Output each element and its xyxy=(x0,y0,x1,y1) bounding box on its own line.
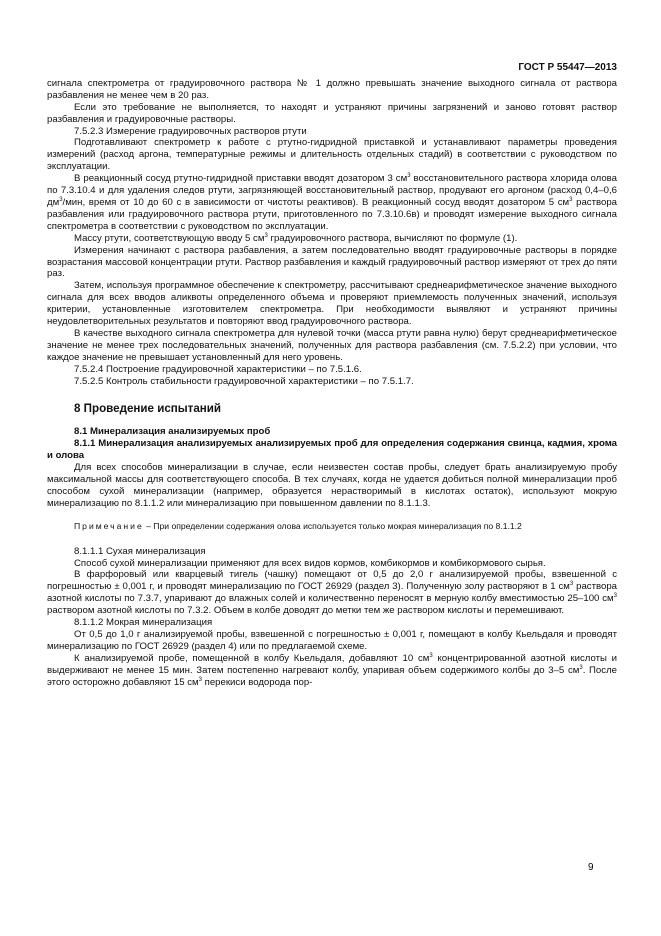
paragraph: Если это требование не выполняется, то находят и устраняют причины загрязнений и заново готовят раствор разбавления и градуировочные растворы. xyxy=(47,101,617,125)
subsection-heading: 8.1 Минерализация анализируемых проб xyxy=(74,426,271,438)
subsection-title: 8.1.1.2 Мокрая минерализация xyxy=(74,617,213,629)
page-number: 9 xyxy=(588,862,594,873)
paragraph: Измерения начинают с раствора разбавления, а затем последовательно вводят градуировочные растворы в порядке возрастания массовой концентрации ртути. Раствор разбавления и каждый градуировочный раствор измеряют от трех до пяти раз. xyxy=(47,244,617,280)
document-page xyxy=(47,0,617,689)
subsection-heading: 8.1.1 Минерализация анализируемых анализируемых проб для определения содержания свинца, кадмия, хрома и олова xyxy=(47,438,617,462)
paragraph: Массу ртути, соответствующую вводу 5 $см^3$ градуировочного раствора, вычисляют по формуле (1). xyxy=(74,232,518,244)
paragraph: Затем, используя программное обеспечение к спектрометру, рассчитывают среднеарифметическое значение выходного сигнала для всех вводов аликвоты определенного объема и проверяют приемлемость полученных значений, используя критерии, установленные изготовителем спектрометра. При необходимости выявляют и устраняют причины неудовлетворительных результатов и повторяют ввод градуировочного раствора. xyxy=(47,280,617,328)
paragraph: В реакционный сосуд ртутно-гидридной приставки вводят дозатором 3 $см^3$ восстановительного раствора хлорида олова по 7.3.10.4 и для удаления следов ртути, загрязняющей восстановительный раствор, продувают его аргоном (расход 0,4–0,6 $дм^3$/мин, время от 10 до 60 с в зависимости от чистоты реактивов). В реакционный сосуд вводят дозатором 5 $см^3$ раствора разбавления или градуировочного раствора ртути, приготовленного по 7.3.10.6в) и проводят измерение выходного сигнала спектрометра в соответствии с руководством по эксплуатации. xyxy=(47,173,617,232)
paragraph: сигнала спектрометра от градуировочного раствора № 1 должно превышать значение выходного сигнала от раствора разбавления не менее чем в 20 раз. xyxy=(47,77,617,101)
paragraph: В качестве выходного сигнала спектрометра для нулевой точки (масса ртути равна нулю) берут среднеарифметическое значение не менее трех последовательных значений, полученных для раствора разбавления (см. 7.5.2.2) при условии, что каждое значение не превышает установленный для него уровень. xyxy=(47,327,617,363)
note: Примечание – При определении содержания олова используется только мокрая минерализация по 8.1.1.2 xyxy=(74,520,522,531)
subsection-title: 7.5.2.3 Измерение градуировочных растворов ртути xyxy=(74,125,307,137)
paragraph: В фарфоровый или кварцевый тигель (чашку) помещают от 0,5 до 2,0 г анализируемой пробы, взвешенной с погрешностью ± 0,001 г, и проводят минерализацию по ГОСТ 26929 (раздел 3). Полученную золу растворяют в 1 $см^3$ раствора азотной кислоты по 7.3.7, упаривают до влажных солей и количественно переносят в мерную колбу вместимостью 25–100 $см^3$ раствором азотной кислоты по 7.3.2. Объем в колбе доводят до метки тем же раствором кислоты и перемешивают. xyxy=(47,569,617,617)
paragraph: Способ сухой минерализации применяют для всех видов кормов, комбикормов и комбикормового сырья. xyxy=(74,557,546,569)
subsection-title: 7.5.2.4 Построение градуировочной характеристики – по 7.5.1.6. xyxy=(74,363,362,375)
paragraph: Подготавливают спектрометр к работе с ртутно-гидридной приставкой и устанавливают параметры проведения измерений (расход аргона, температурные режимы и длительность отдельных стадий) в соответствии с руководством по эксплуатации. xyxy=(47,137,617,173)
subsection-title: 7.5.2.5 Контроль стабильности градуировочной характеристики – по 7.5.1.7. xyxy=(74,375,414,387)
subsection-title: 8.1.1.1 Сухая минерализация xyxy=(74,545,206,557)
standard-header: ГОСТ Р 55447—2013 xyxy=(518,62,617,73)
paragraph: Для всех способов минерализации в случае, если неизвестен состав пробы, следует брать анализируемую пробу максимальной массы для соответствующего способа. В тех случаях, когда не удается добиться полной минерализации проб способом сухой минерализации (например, образуется нерастворимый в кислотах остаток), используют мокрую минерализацию по 8.1.1.2 или минерализацию при повышенном давлении по 8.1.1.3. xyxy=(47,462,617,509)
section-heading: 8 Проведение испытаний xyxy=(74,402,222,416)
paragraph: От 0,5 до 1,0 г анализируемой пробы, взвешенной с погрешностью ± 0,001 г, помещают в колбу Кьельдаля и проводят минерализацию по ГОСТ 26929 (раздел 4) или по предлагаемой схеме. xyxy=(47,628,617,652)
note-label: Примечание xyxy=(74,520,144,531)
paragraph: К анализируемой пробе, помещенной в колбу Кьельдаля, добавляют 10 $см^3$ концентрированной азотной кислоты и выдерживают не менее 15 мин. Затем постепенно нагревают колбу, упаривая объем содержимого колбы до 3–5 $см^3$. После этого осторожно добавляют 15 $см^3$ перекиси водорода пор- xyxy=(47,652,617,688)
